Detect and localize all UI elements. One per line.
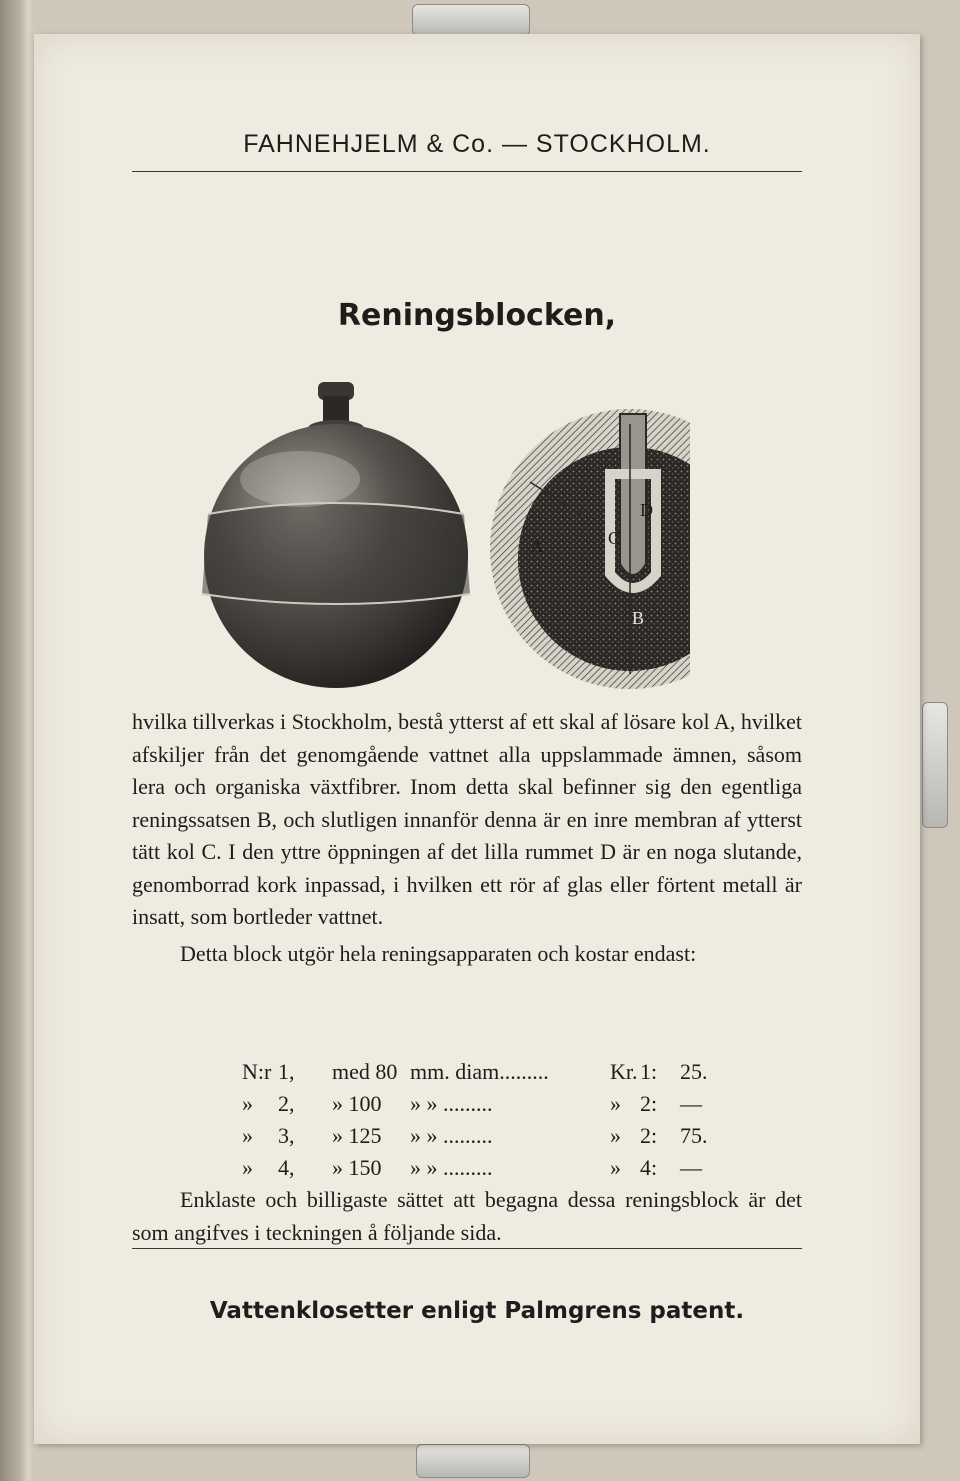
outer-view-sphere	[202, 382, 470, 688]
catalog-page	[34, 34, 920, 1444]
price-cell: 75.	[680, 1123, 708, 1148]
closing-paragraph: Enklaste och billigaste sättet att begagna dessa reningsblock är det som angifves i teckningen å följande sida.	[132, 1187, 802, 1245]
price-row	[242, 1056, 762, 1088]
next-section-title: Vattenklosetter enligt Palmgrens patent.	[209, 1298, 745, 1324]
filter-block-illustration	[170, 374, 690, 694]
closing-text-block	[132, 1180, 802, 1249]
price-cell: »	[610, 1123, 621, 1148]
price-cell: 2:	[640, 1091, 658, 1116]
cross-section-view	[490, 409, 690, 689]
footer-rule	[132, 1248, 802, 1249]
top-binding-clip	[412, 4, 530, 36]
label-b: B	[632, 608, 645, 628]
page-header: FAHNEHJELM & Co. — STOCKHOLM.	[243, 130, 711, 158]
price-cell: » 100	[332, 1091, 382, 1116]
price-list	[242, 1056, 762, 1184]
price-cell: med 80	[332, 1059, 398, 1084]
price-cell: —	[680, 1155, 702, 1180]
header-rule	[132, 171, 802, 172]
price-cell: 4,	[278, 1155, 295, 1180]
price-cell: 1,	[278, 1059, 295, 1084]
label-d: D	[640, 500, 653, 520]
page-title: Reningsblocken,	[337, 298, 617, 333]
price-cell: 3,	[278, 1123, 295, 1148]
price-row	[242, 1088, 762, 1120]
price-cell: mm. diam.........	[410, 1059, 549, 1084]
description-text	[132, 706, 802, 970]
price-cell: N:r	[242, 1059, 272, 1084]
price-cell: 2:	[640, 1123, 658, 1148]
price-cell: »	[610, 1091, 621, 1116]
price-cell: »	[610, 1155, 621, 1180]
price-row	[242, 1120, 762, 1152]
price-cell: » » .........	[410, 1155, 493, 1180]
price-cell: » 125	[332, 1123, 382, 1148]
label-a: A	[530, 536, 543, 556]
description-paragraph: hvilka tillverkas i Stockholm, bestå ytterst af ett skal af lösare kol A, hvilket afskiljer från det genomgående vattnet alla uppslammade ämnen, såsom lera och organiska växtfibrer. Inom detta skal befinner sig den egentliga reningssatsen B, och slutligen innanför denna är en inre membran af ytterst tätt kol C. I den yttre öppningen af det lilla rummet D är en noga slutande, genomborrad kork inpassad, i hvilken ett rör af glas eller förtent metall är insatt, som bortleder vattnet.	[132, 709, 802, 929]
price-cell: —	[680, 1091, 702, 1116]
price-cell: Kr.	[610, 1059, 638, 1084]
price-cell: »	[242, 1091, 253, 1116]
label-c: C	[608, 528, 621, 548]
bottom-binding-clip	[416, 1444, 530, 1478]
price-intro: Detta block utgör hela reningsapparaten och kostar endast:	[180, 940, 697, 966]
price-cell: » » .........	[410, 1091, 493, 1116]
price-cell: 25.	[680, 1059, 708, 1084]
price-cell: 1:	[640, 1059, 658, 1084]
price-cell: » » .........	[410, 1123, 493, 1148]
price-cell: »	[242, 1123, 253, 1148]
price-cell: 2,	[278, 1091, 295, 1116]
side-binding-clip	[922, 702, 948, 828]
price-cell: » 150	[332, 1155, 382, 1180]
price-cell: »	[242, 1155, 253, 1180]
price-cell: 4:	[640, 1155, 658, 1180]
